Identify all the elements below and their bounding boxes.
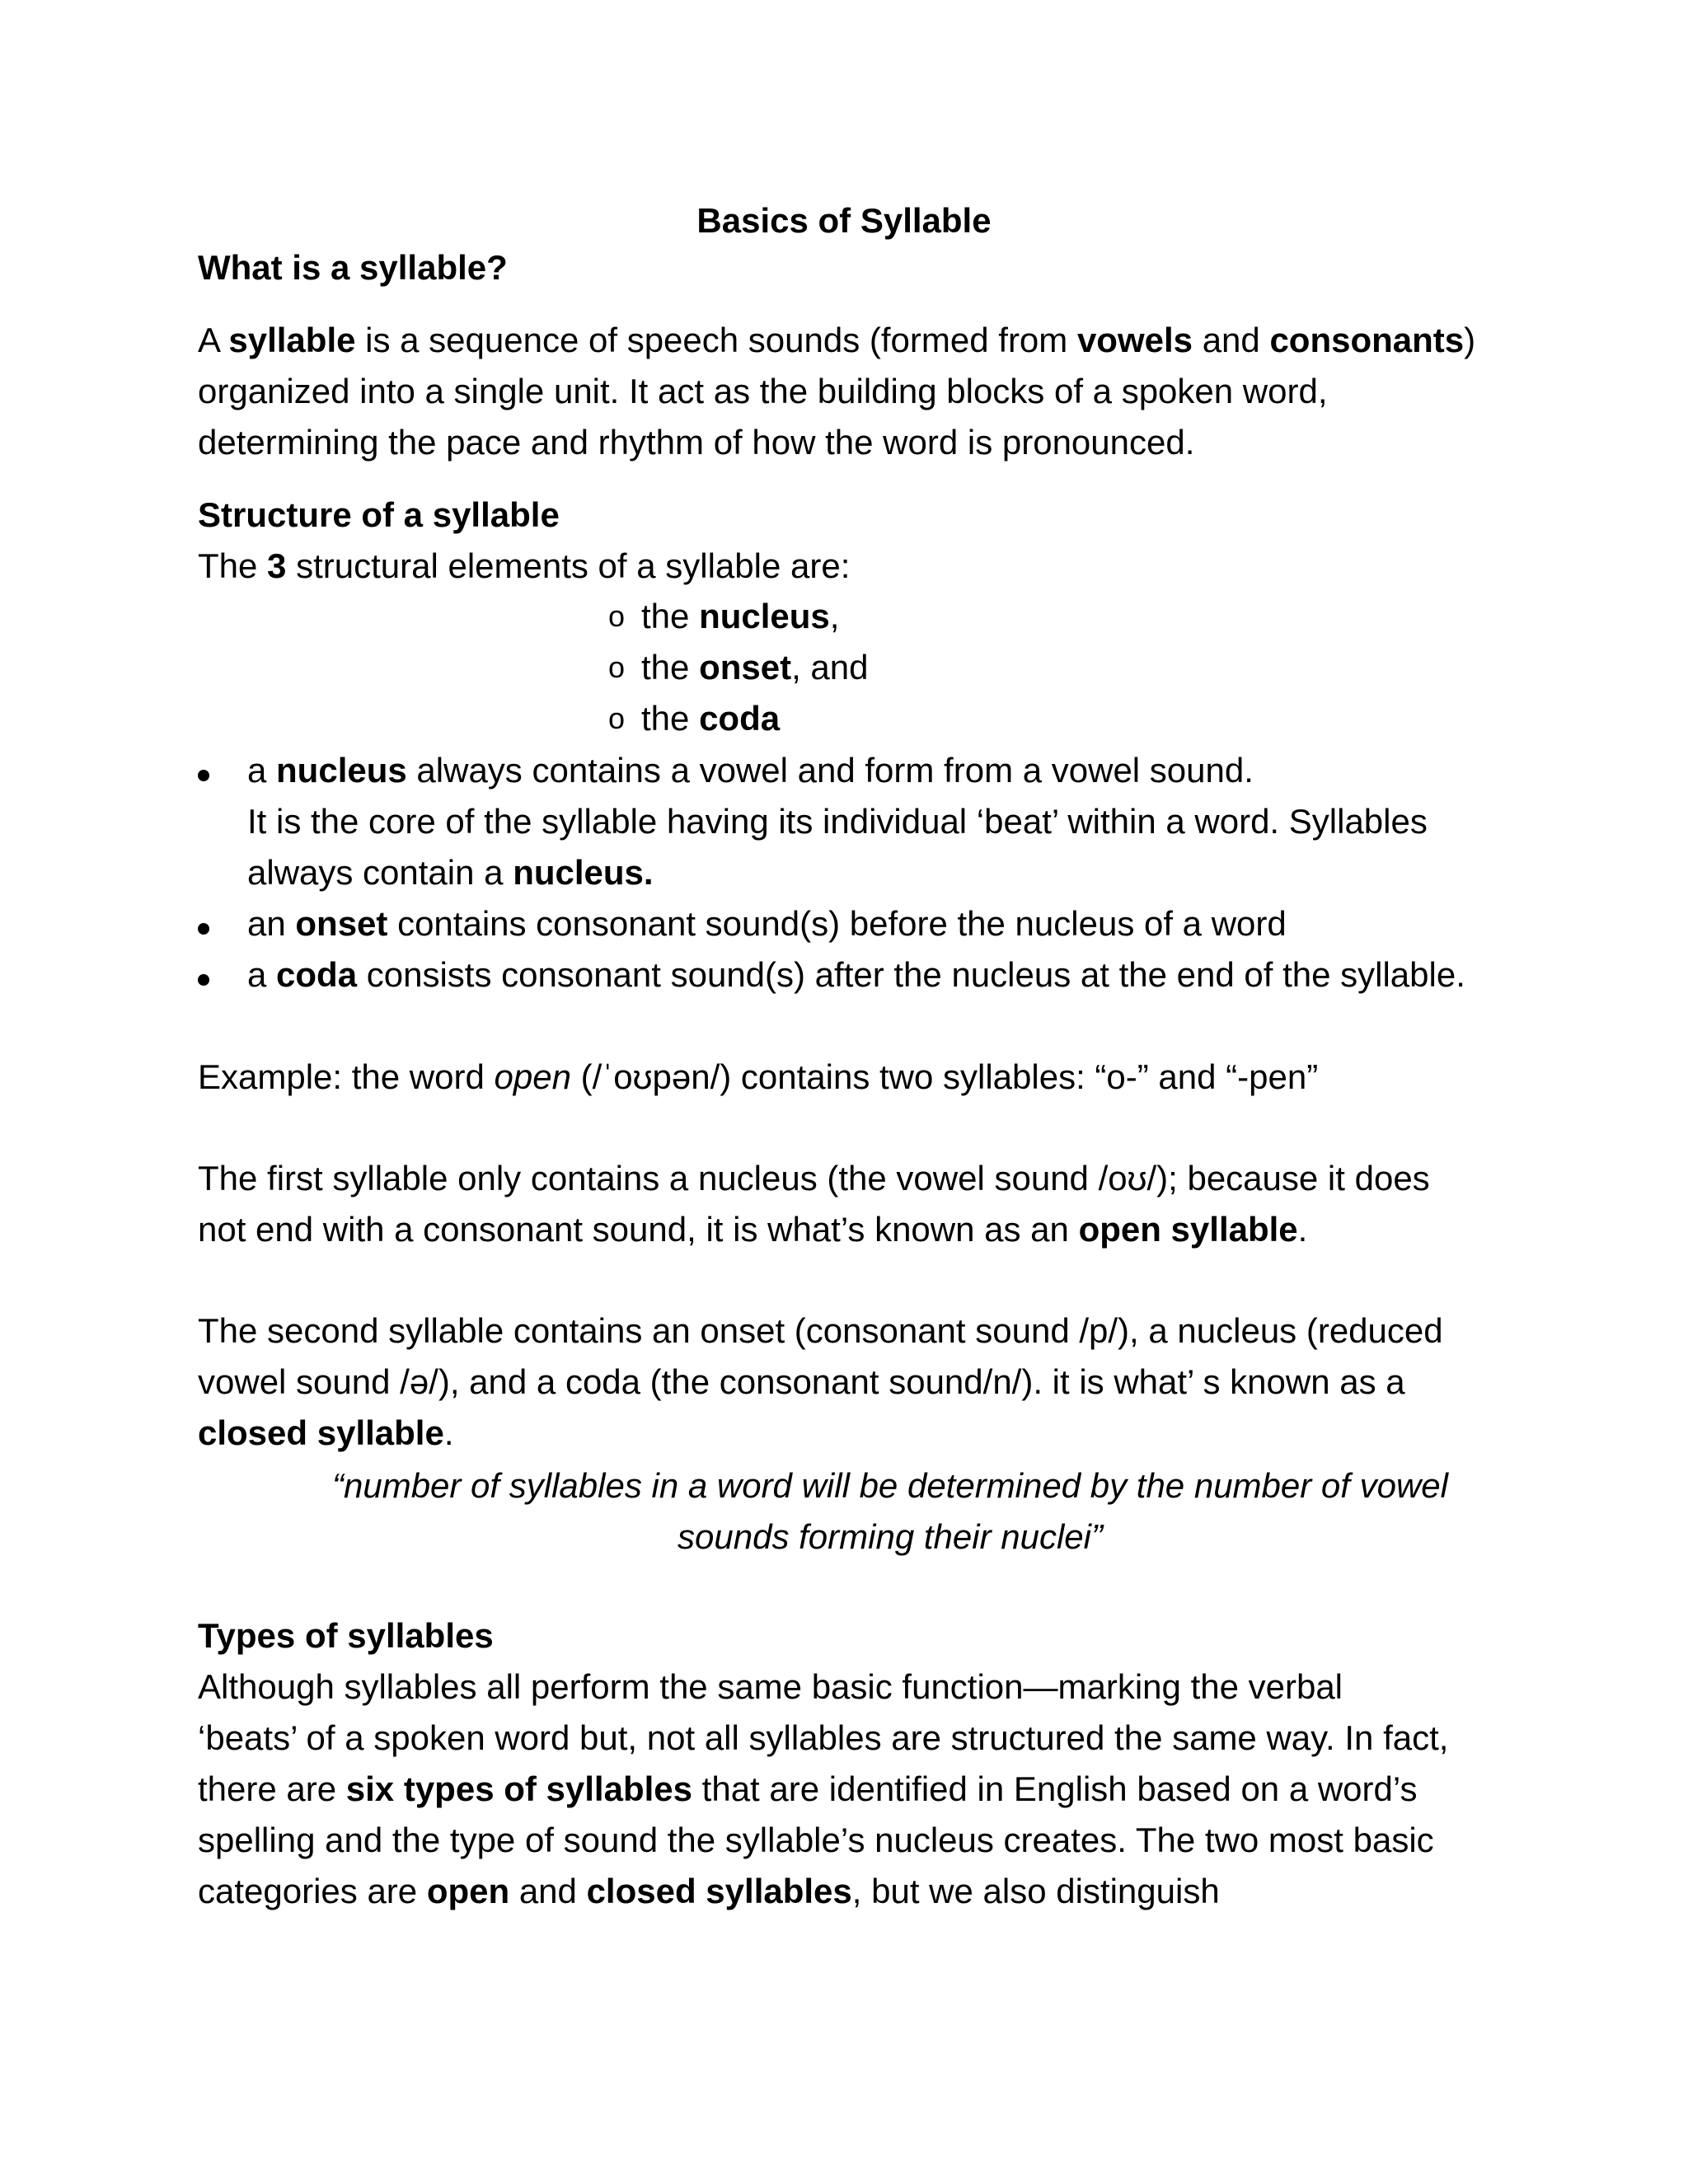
quote-block bbox=[313, 1460, 1467, 1563]
heading-structure: Structure of a syllable bbox=[198, 495, 560, 534]
types-line3: there are six types of syllables that are identified in English based on a word’s bbox=[198, 1769, 1418, 1808]
bullet-nucleus-line3: always contain a nucleus. bbox=[247, 853, 654, 892]
second-syllable-line2: vowel sound /ə/), and a coda (the consonant sound/n/). it is what’ s known as a bbox=[198, 1362, 1405, 1401]
bullet-nucleus-line2: It is the core of the syllable having its individual ‘beat’ within a word. Syllables bbox=[247, 802, 1428, 841]
bullet-onset: an onset contains consonant sound(s) before the nucleus of a word bbox=[247, 904, 1287, 943]
quote-line1: “number of syllables in a word will be determined by the number of vowel bbox=[332, 1466, 1448, 1505]
second-syllable-line3: closed syllable. bbox=[198, 1413, 454, 1452]
second-syllable-line1: The second syllable contains an onset (consonant sound /p/), a nucleus (reduced bbox=[198, 1311, 1443, 1350]
first-syllable-line1: The first syllable only contains a nucleus (the vowel sound /oʊ/); because it does bbox=[198, 1159, 1430, 1197]
heading-what-is-syllable: What is a syllable? bbox=[198, 248, 508, 287]
sub-list-item-nucleus: o the nucleus, bbox=[608, 597, 840, 635]
sub-list-item-onset: o the onset, and bbox=[608, 648, 869, 687]
structure-intro: The 3 structural elements of a syllable are: bbox=[198, 546, 851, 585]
bullet-dot-icon bbox=[198, 974, 209, 986]
heading-types: Types of syllables bbox=[198, 1616, 494, 1655]
bullet-nucleus-line1: a nucleus always contains a vowel and form from a vowel sound. bbox=[247, 751, 1254, 790]
first-syllable-line2: not end with a consonant sound, it is what’s known as an open syllable. bbox=[198, 1210, 1308, 1249]
example-line: Example: the word open (/ˈoʊpən/) contains two syllables: “o-” and “-pen” bbox=[198, 1057, 1319, 1096]
circle-bullet-icon: o bbox=[608, 599, 626, 633]
circle-bullet-icon: o bbox=[608, 701, 626, 735]
page-title: Basics of Syllable bbox=[696, 201, 992, 240]
sub-list-item-coda: o the coda bbox=[608, 699, 781, 738]
bullet-dot-icon bbox=[198, 770, 209, 781]
types-line4: spelling and the type of sound the syllable’s nucleus creates. The two most basic bbox=[198, 1821, 1434, 1859]
types-line2: ‘beats’ of a spoken word but, not all syllables are structured the same way. In fact, bbox=[198, 1718, 1449, 1757]
quote-line2: sounds forming their nuclei” bbox=[678, 1517, 1103, 1556]
types-line1: Although syllables all perform the same basic function—marking the verbal bbox=[198, 1667, 1343, 1706]
paragraph-definition-line1: A syllable is a sequence of speech sounds (formed from vowels and consonants) bbox=[198, 321, 1476, 359]
paragraph-definition-line2: organized into a single unit. It act as the building blocks of a spoken word, bbox=[198, 372, 1328, 410]
types-line5: categories are open and closed syllables, but we also distinguish bbox=[198, 1872, 1220, 1910]
bullet-coda: a coda consists consonant sound(s) after the nucleus at the end of the syllable. bbox=[247, 955, 1465, 994]
circle-bullet-icon: o bbox=[608, 650, 626, 684]
paragraph-definition-line3: determining the pace and rhythm of how the word is pronounced. bbox=[198, 423, 1195, 462]
bullet-dot-icon bbox=[198, 923, 209, 935]
